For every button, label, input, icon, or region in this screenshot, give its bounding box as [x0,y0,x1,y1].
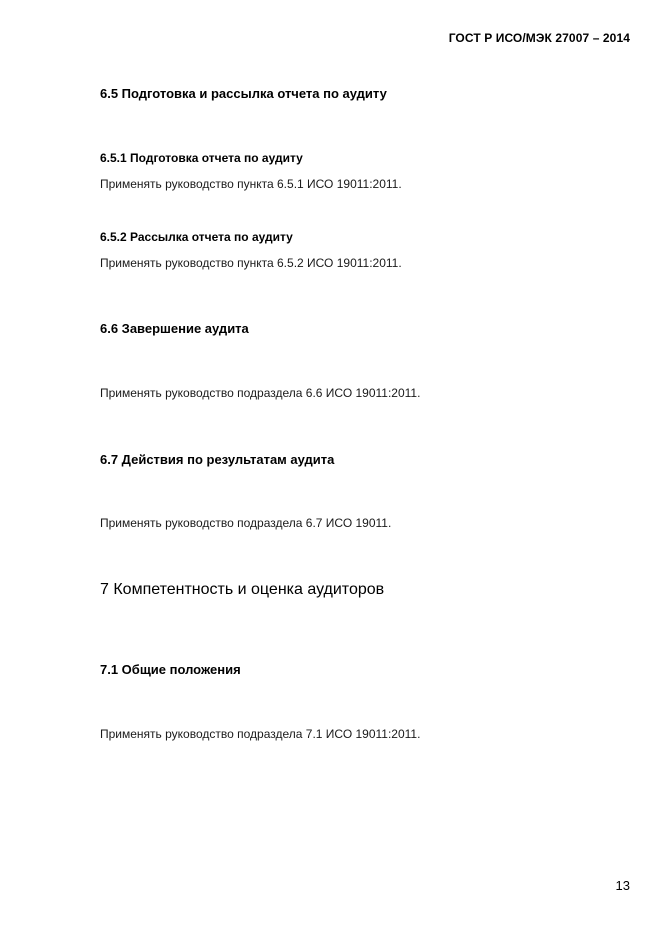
paragraph-6-7: Применять руководство подраздела 6.7 ИСО 19011. [100,516,392,530]
paragraph-7-1: Применять руководство подраздела 7.1 ИСО 19011:2011. [100,727,421,741]
heading-6-6: 6.6 Завершение аудита [100,321,249,336]
paragraph-6-5-2: Применять руководство пункта 6.5.2 ИСО 19011:2011. [100,256,402,270]
paragraph-6-5-1: Применять руководство пункта 6.5.1 ИСО 19011:2011. [100,177,402,191]
heading-6-5: 6.5 Подготовка и рассылка отчета по аудиту [100,86,387,101]
page-number: 13 [615,878,630,893]
running-header: ГОСТ Р ИСО/МЭК 27007 – 2014 [448,31,630,45]
heading-6-7: 6.7 Действия по результатам аудита [100,452,335,467]
heading-6-5-2: 6.5.2 Рассылка отчета по аудиту [100,230,293,244]
paragraph-6-6: Применять руководство подраздела 6.6 ИСО 19011:2011. [100,386,421,400]
heading-7-1: 7.1 Общие положения [100,662,241,677]
heading-6-5-1: 6.5.1 Подготовка отчета по аудиту [100,151,303,165]
heading-7: 7 Компетентность и оценка аудиторов [100,581,385,598]
